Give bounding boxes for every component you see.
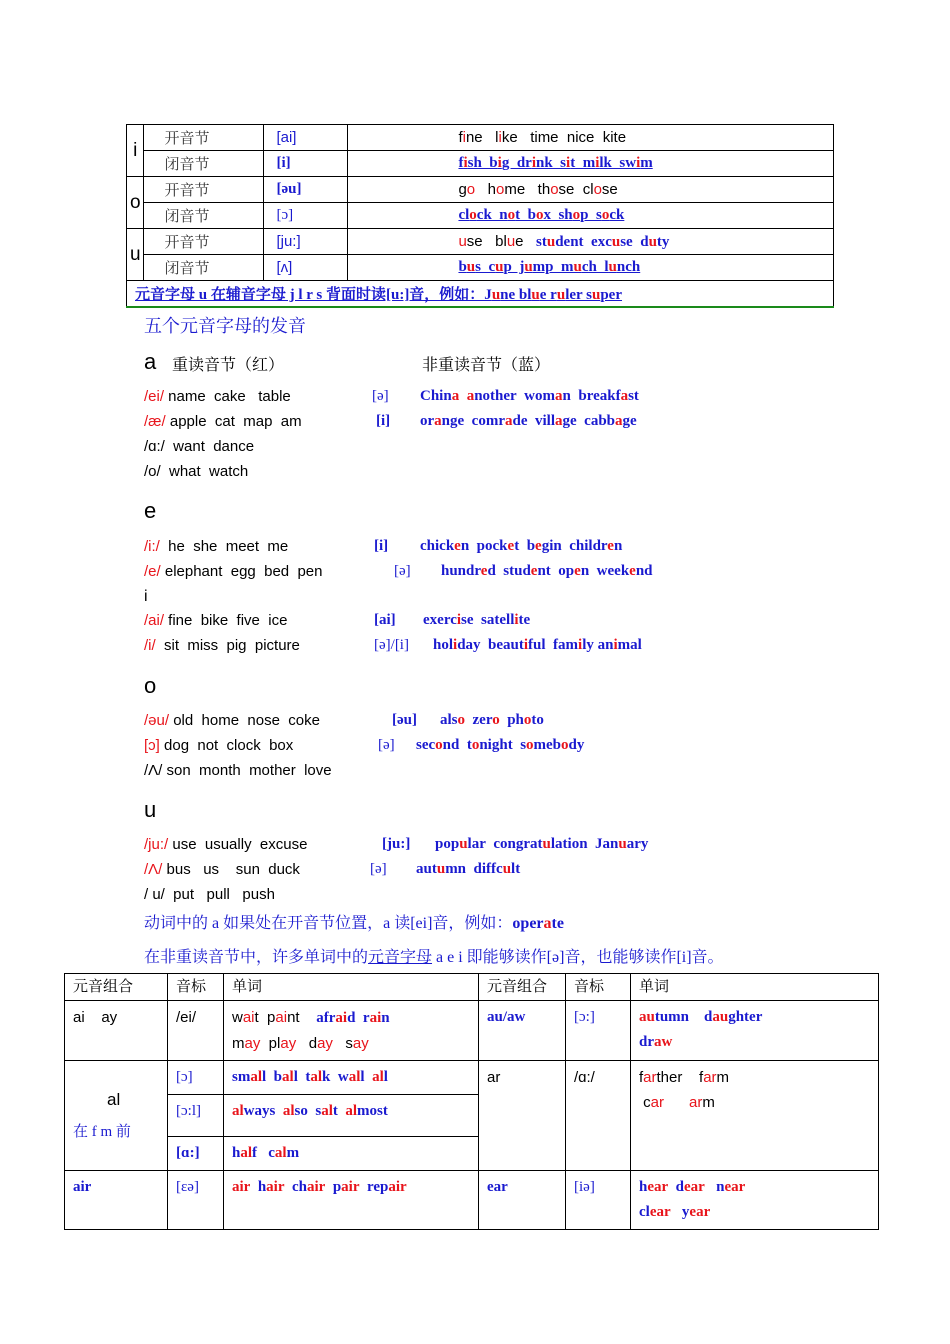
table-row xyxy=(127,255,834,281)
header-phonetic: 音标 xyxy=(168,974,224,1001)
u-row-1-ph: [ju:] xyxy=(382,836,411,852)
combo-al-label: al xyxy=(107,1089,121,1109)
closed-syllable-label: 闭音节 xyxy=(144,151,264,177)
unstressed-label: 非重读音节（蓝） xyxy=(422,357,551,374)
letter-i: i xyxy=(144,588,148,605)
a-row-3: /ɑ:/ want dance xyxy=(144,438,255,455)
closed-syllable-label: 闭音节 xyxy=(144,255,264,281)
combo-air: air xyxy=(65,1171,168,1230)
vowel-combination-table xyxy=(64,973,879,1230)
i-row-1-ph: [ai] xyxy=(374,612,396,628)
table-row xyxy=(127,203,834,229)
phonetic: [ɔ:l] xyxy=(168,1095,224,1137)
u-row-2-words: autumn diffcult xyxy=(416,861,521,877)
example-words: clock not box shop sock xyxy=(348,203,834,229)
letter-a-header xyxy=(144,349,156,375)
example-words: bus cup jump much lunch xyxy=(348,255,834,281)
vowel-syllable-table xyxy=(126,124,834,308)
i-row-1: /ai/ fine bike five ice xyxy=(144,612,288,629)
table-row xyxy=(127,125,834,151)
table-row xyxy=(127,177,834,203)
phonetic: [ʌ] xyxy=(264,255,348,281)
words: small ball talk wall all xyxy=(224,1061,479,1095)
phonetic: [ɔ] xyxy=(168,1061,224,1095)
phonetic: [i] xyxy=(264,151,348,177)
table-row xyxy=(127,281,834,307)
words: always also salt almost xyxy=(224,1095,479,1137)
a-row-1-words: China another woman breakfast xyxy=(420,388,639,404)
a-row-2: /æ/ apple cat map am xyxy=(144,413,302,430)
e-row-1-ph: [i] xyxy=(374,538,389,554)
combo-al xyxy=(65,1061,168,1171)
a-row-1: /ei/ name cake table xyxy=(144,388,291,405)
combo-ear: ear xyxy=(479,1171,566,1230)
e-row-1-words: chicken pocket begin children xyxy=(420,538,623,554)
o-row-2-words: second tonight somebody xyxy=(416,737,585,753)
combo-ai: ai ay xyxy=(65,1001,168,1061)
u-row-3: / u/ put pull push xyxy=(144,886,275,903)
header-combo: 元音组合 xyxy=(65,974,168,1001)
phonetic: [εə] xyxy=(168,1171,224,1230)
vowel-o: o xyxy=(127,177,144,229)
letter-a: a xyxy=(144,349,157,374)
e-row-2-ph: [ə] xyxy=(394,563,411,579)
header-words-2: 单词 xyxy=(631,974,879,1001)
stressed-label: 重读音节（红） xyxy=(172,357,285,374)
words: hear dear near clear year xyxy=(631,1171,879,1230)
i-row-2-ph: [ə]/[i] xyxy=(374,637,409,653)
a-row-1-ph: [ə] xyxy=(372,388,389,404)
u-rule-note: 元音字母 u 在辅音字母 j l r s 背面时读[u:]音，例如：June blue ruler super xyxy=(127,281,834,307)
header-phonetic-2: 音标 xyxy=(566,974,631,1001)
table-row xyxy=(65,1001,879,1061)
example-words: use blue student excuse duty xyxy=(348,229,834,255)
i-row-1-words: exercise satellite xyxy=(423,612,531,628)
header-words: 单词 xyxy=(224,974,479,1001)
phonetic: [ɑ:] xyxy=(168,1137,224,1171)
table-row xyxy=(127,151,834,177)
o-row-2-ph: [ə] xyxy=(378,737,395,753)
closed-syllable-label: 闭音节 xyxy=(144,203,264,229)
phonetic: /ei/ xyxy=(168,1001,224,1061)
phonetic: [ɔ:] xyxy=(566,1001,631,1061)
a-row-2-words: orange comrade village cabbage xyxy=(420,413,637,429)
phonetic: [ɔ] xyxy=(264,203,348,229)
phonetic: /ɑ:/ xyxy=(566,1061,631,1171)
phonetic: [ju:] xyxy=(264,229,348,255)
phonetic: [əu] xyxy=(264,177,348,203)
o-row-1: /əu/ old home nose coke xyxy=(144,712,320,729)
table-row xyxy=(127,229,834,255)
words: farther farm car arm xyxy=(631,1061,879,1171)
o-row-1-words: also zero photo xyxy=(440,712,544,728)
header-combo-2: 元音组合 xyxy=(479,974,566,1001)
example-words: go home those close xyxy=(348,177,834,203)
letter-o: o xyxy=(144,673,157,698)
phonetic: [ai] xyxy=(264,125,348,151)
phonetic: [iə] xyxy=(566,1171,631,1230)
o-row-1-ph: [əu] xyxy=(392,712,417,728)
words: half calm xyxy=(224,1137,479,1171)
a-row-2-ph: [i] xyxy=(376,413,391,429)
table-header-row xyxy=(65,974,879,1001)
words: wait paint afraid rain may play day say xyxy=(224,1001,479,1061)
unstressed-note: 在非重读音节中，许多单词中的元音字母 a e i 即能够读作[ə]音，也能够读作[i]音。 xyxy=(144,949,724,966)
e-row-2-words: hundred student open weekend xyxy=(441,563,653,579)
section-title: 五个元音字母的发音 xyxy=(144,316,306,336)
open-syllable-label: 开音节 xyxy=(144,125,264,151)
letter-e: e xyxy=(144,498,157,523)
u-row-2: /Λ/ bus us sun duck xyxy=(144,861,300,878)
u-row-1: /ju:/ use usually excuse xyxy=(144,836,308,853)
u-row-2-ph: [ə] xyxy=(370,861,387,877)
table-row xyxy=(65,1061,879,1095)
combo-ar: ar xyxy=(479,1061,566,1171)
o-row-3: /Λ/ son month mother love xyxy=(144,762,332,779)
example-words: fish big drink sit milk swim xyxy=(348,151,834,177)
example-words: fine like time nice kite xyxy=(348,125,834,151)
vowel-u: u xyxy=(127,229,144,281)
o-row-2: [ɔ] dog not clock box xyxy=(144,737,294,754)
combo-al-sub: 在 f m 前 xyxy=(73,1123,131,1140)
a-row-4: /o/ what watch xyxy=(144,463,249,480)
letter-u: u xyxy=(144,797,157,822)
open-syllable-label: 开音节 xyxy=(144,229,264,255)
words: autumn daughter draw xyxy=(631,1001,879,1061)
vowel-i: i xyxy=(127,125,144,177)
u-row-1-words: popular congratulation January xyxy=(435,836,649,852)
table-row xyxy=(65,1171,879,1230)
e-row-2: /e/ elephant egg bed pen xyxy=(144,563,323,580)
words: air hair chair pair repair xyxy=(224,1171,479,1230)
e-row-1: /i:/ he she meet me xyxy=(144,538,289,555)
i-row-2-words: holiday beautiful family animal xyxy=(433,637,642,653)
open-syllable-label: 开音节 xyxy=(144,177,264,203)
verb-note: 动词中的 a 如果处在开音节位置，a 读[ei]音，例如：operate xyxy=(144,915,564,932)
i-row-2: /i/ sit miss pig picture xyxy=(144,637,300,654)
combo-au: au/aw xyxy=(479,1001,566,1061)
